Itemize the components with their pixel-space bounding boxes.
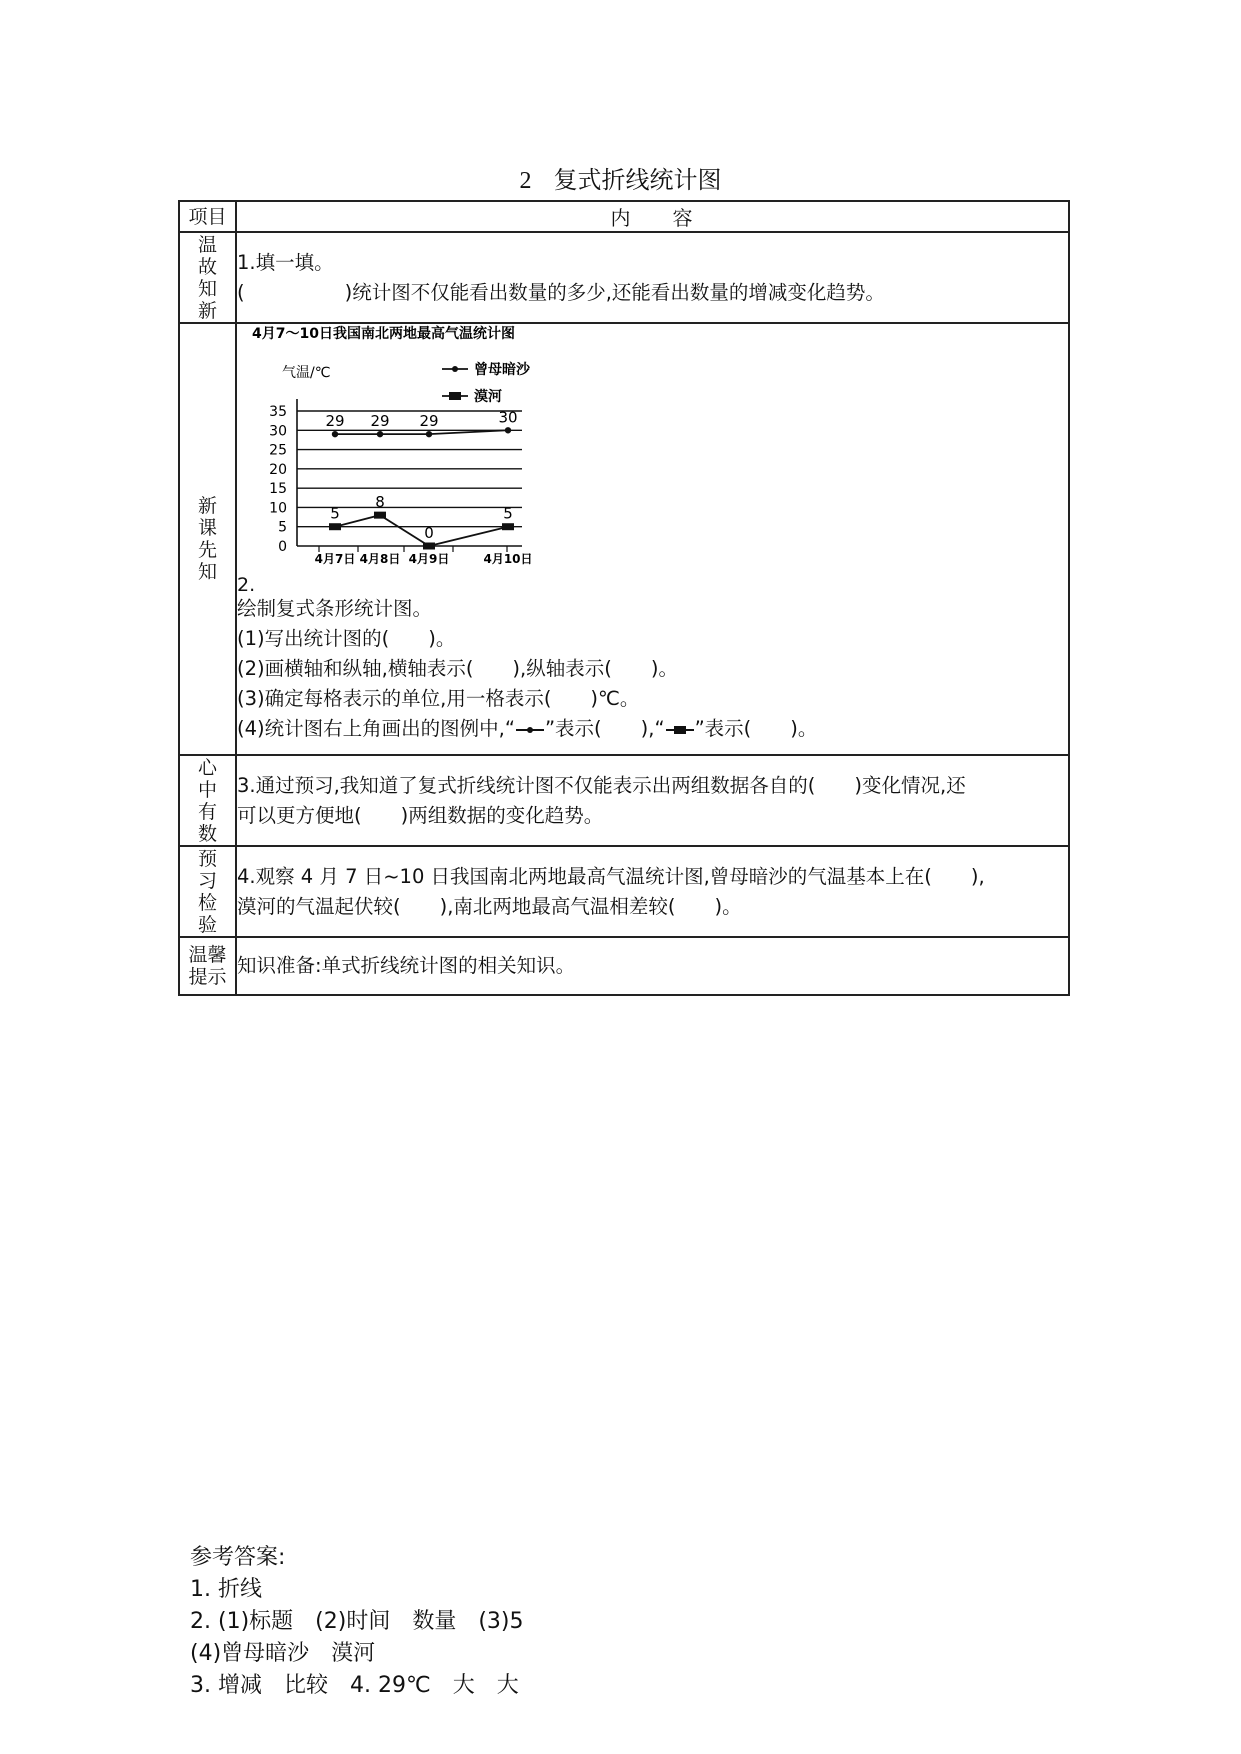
data-point xyxy=(505,427,511,433)
data-label: 5 xyxy=(330,504,340,523)
legend-label: 漠河 xyxy=(474,389,502,405)
header-content-b: 容 xyxy=(672,206,695,230)
line-chart-svg xyxy=(237,324,567,594)
y-tick-label: 0 xyxy=(278,539,287,555)
header-label-cell: 项目 xyxy=(179,201,236,232)
question-3-line2: 可以更方便地( )两组数据的变化趋势。 xyxy=(237,803,604,827)
table-row-check xyxy=(179,846,1069,937)
y-tick-label: 30 xyxy=(269,423,287,440)
chart-title: 4月7～10日我国南北两地最高气温统计图 xyxy=(252,326,515,342)
row-label-summary: 心 中 有 数 xyxy=(179,755,236,846)
data-label: 29 xyxy=(370,412,390,431)
row-label-tip: 温馨 提示 xyxy=(179,937,236,995)
data-label: 0 xyxy=(424,524,434,542)
data-point xyxy=(426,431,432,437)
section-title: 复式折线统计图 xyxy=(553,166,722,194)
answer-heading: 参考答案: xyxy=(190,1545,286,1570)
row-content-check xyxy=(236,846,1069,937)
answer-1: 1. 折线 xyxy=(190,1577,262,1602)
row-label-check: 预 习 检 验 xyxy=(179,846,236,937)
header-content-a: 内 xyxy=(610,206,633,230)
question-4-line1: 4.观察 4 月 7 日~10 日我国南北两地最高气温统计图,曾母暗沙的气温基本上在( ), xyxy=(237,864,985,888)
data-point xyxy=(374,512,386,519)
question-3-line1: 3.通过预习,我知道了复式折线统计图不仅能表示出两组数据各自的( )变化情况,还 xyxy=(237,773,966,797)
x-tick-label: 4月10日 xyxy=(483,552,533,566)
question-2-part4: (4)统计图右上角画出的图例中,“ ”表示( ),“ ”表示( )。 xyxy=(237,717,818,740)
legend-marker xyxy=(449,392,461,400)
data-point xyxy=(377,431,383,437)
question-1-title: 1.填一填。 xyxy=(237,250,334,274)
answer-3-4: 3. 增减 比较 4. 29℃ 大 大 xyxy=(190,1673,519,1698)
y-tick-label: 10 xyxy=(269,500,287,517)
temperature-chart xyxy=(237,324,1068,594)
question-2-part1: (1)写出统计图的( )。 xyxy=(237,627,456,650)
page-title xyxy=(0,160,1241,195)
answer-2: 2. (1)标题 (2)时间 数量 (3)5 xyxy=(190,1609,524,1634)
dot-line-legend-icon xyxy=(515,724,545,736)
table-header-row xyxy=(179,201,1069,232)
table-row-summary xyxy=(179,755,1069,846)
row-content-tip xyxy=(236,937,1069,995)
answer-key xyxy=(190,1542,524,1702)
y-tick-label: 25 xyxy=(269,442,287,459)
row-label-preview: 新 课 先 知 xyxy=(179,323,236,755)
question-2-intro: 绘制复式条形统计图。 xyxy=(237,597,433,620)
series-line-2 xyxy=(335,515,508,546)
data-label: 29 xyxy=(419,412,439,431)
data-label: 29 xyxy=(325,412,345,431)
legend-marker xyxy=(452,366,458,372)
header-content-cell xyxy=(236,201,1069,232)
question-2-number: 2. xyxy=(237,574,256,596)
y-axis-label: 气温/℃ xyxy=(282,365,331,381)
row-content-review xyxy=(236,232,1069,323)
worksheet-table xyxy=(178,200,1070,996)
row-content-preview xyxy=(236,323,1069,755)
question-2-part3: (3)确定每格表示的单位,用一格表示( )℃。 xyxy=(237,687,640,710)
question-2-part2: (2)画横轴和纵轴,横轴表示( ),纵轴表示( )。 xyxy=(237,657,678,680)
row-content-summary xyxy=(236,755,1069,846)
data-point xyxy=(423,543,435,550)
question-1-text: ( )统计图不仅能看出数量的多少,还能看出数量的增减变化趋势。 xyxy=(237,280,885,304)
question-4-line2: 漠河的气温起伏较( ),南北两地最高气温相差较( )。 xyxy=(237,894,742,918)
legend-label: 曾母暗沙 xyxy=(474,362,530,378)
data-point xyxy=(329,523,341,530)
table-row-preview xyxy=(179,323,1069,755)
row-label-review: 温 故 知 新 xyxy=(179,232,236,323)
y-tick-label: 5 xyxy=(278,519,287,536)
answer-2-cont: (4)曾母暗沙 漠河 xyxy=(190,1641,376,1666)
table-row-review xyxy=(179,232,1069,323)
data-point xyxy=(502,523,514,530)
x-tick-label: 4月8日 xyxy=(359,552,401,566)
x-tick-label: 4月9日 xyxy=(408,552,450,566)
data-label: 5 xyxy=(503,504,513,523)
data-label: 8 xyxy=(375,493,385,512)
y-tick-label: 20 xyxy=(269,461,287,478)
y-tick-label: 15 xyxy=(269,481,287,498)
tip-text: 知识准备:单式折线统计图的相关知识。 xyxy=(237,954,576,977)
square-line-legend-icon xyxy=(665,724,695,736)
y-tick-label: 35 xyxy=(269,404,287,420)
section-number: 2 xyxy=(519,168,532,194)
x-tick-label: 4月7日 xyxy=(314,552,356,566)
table-row-tip xyxy=(179,937,1069,995)
data-point xyxy=(332,431,338,437)
data-label: 30 xyxy=(498,408,518,427)
